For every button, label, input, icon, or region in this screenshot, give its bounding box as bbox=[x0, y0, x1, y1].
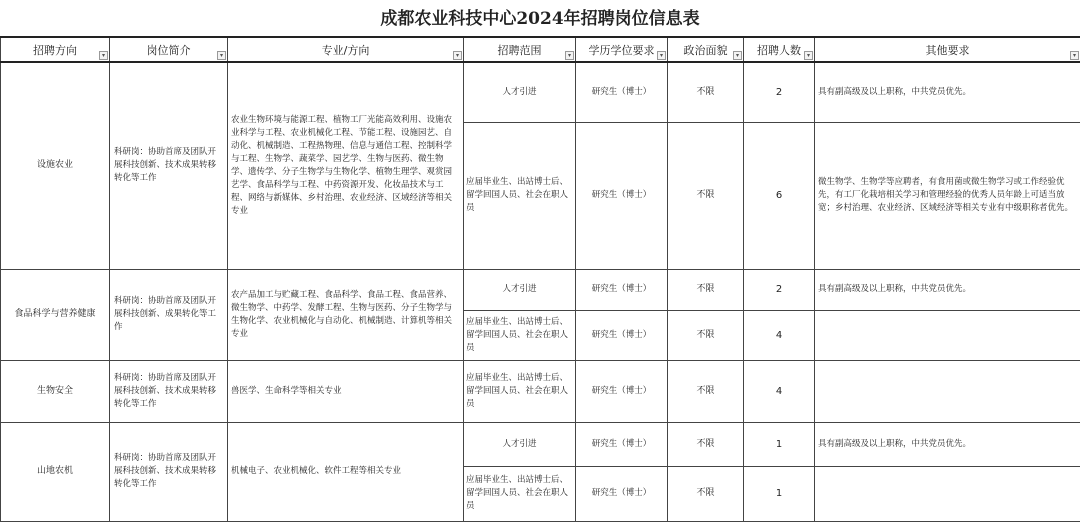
filter-dropdown-icon[interactable]: ▾ bbox=[1070, 51, 1079, 60]
direction-cell: 山地农机 bbox=[1, 422, 110, 521]
header-other[interactable]: 其他要求 ▾ bbox=[815, 37, 1080, 62]
major-cell: 机械电子、农业机械化、软件工程等相关专业 bbox=[228, 422, 464, 521]
table-row bbox=[1, 269, 1080, 310]
recruitment-table bbox=[0, 36, 1080, 522]
header-row bbox=[1, 37, 1080, 62]
filter-dropdown-icon[interactable]: ▾ bbox=[453, 51, 462, 60]
header-political[interactable]: 政治面貌 ▾ bbox=[668, 37, 744, 62]
intro-cell: 科研岗：协助首席及团队开展科技创新、技术成果转移转化等工作 bbox=[110, 62, 228, 269]
filter-dropdown-icon[interactable]: ▾ bbox=[657, 51, 666, 60]
edu-cell: 研究生（博士） bbox=[576, 62, 668, 122]
table-row bbox=[1, 422, 1080, 466]
scope-cell: 人才引进 bbox=[464, 62, 576, 122]
count-cell: 4 bbox=[744, 310, 815, 360]
other-cell bbox=[815, 310, 1080, 360]
other-cell: 具有副高级及以上职称，中共党员优先。 bbox=[815, 269, 1080, 310]
header-intro[interactable]: 岗位简介 ▾ bbox=[110, 37, 228, 62]
count-cell: 1 bbox=[744, 466, 815, 521]
direction-cell: 设施农业 bbox=[1, 62, 110, 269]
political-cell: 不限 bbox=[668, 310, 744, 360]
other-cell: 具有副高级及以上职称，中共党员优先。 bbox=[815, 62, 1080, 122]
header-major[interactable]: 专业/方向 ▾ bbox=[228, 37, 464, 62]
political-cell: 不限 bbox=[668, 62, 744, 122]
scope-cell: 应届毕业生、出站博士后、留学回国人员、社会在职人员 bbox=[464, 122, 576, 269]
intro-cell: 科研岗：协助首席及团队开展科技创新、技术成果转移转化等工作 bbox=[110, 422, 228, 521]
intro-cell: 科研岗：协助首席及团队开展科技创新、技术成果转移转化等工作 bbox=[110, 360, 228, 422]
scope-cell: 人才引进 bbox=[464, 422, 576, 466]
scope-cell: 人才引进 bbox=[464, 269, 576, 310]
filter-dropdown-icon[interactable]: ▾ bbox=[565, 51, 574, 60]
direction-cell: 食品科学与营养健康 bbox=[1, 269, 110, 360]
political-cell: 不限 bbox=[668, 122, 744, 269]
header-scope[interactable]: 招聘范围 ▾ bbox=[464, 37, 576, 62]
other-cell bbox=[815, 360, 1080, 422]
edu-cell: 研究生（博士） bbox=[576, 269, 668, 310]
edu-cell: 研究生（博士） bbox=[576, 360, 668, 422]
header-edu[interactable]: 学历学位要求 ▾ bbox=[576, 37, 668, 62]
direction-cell: 生物安全 bbox=[1, 360, 110, 422]
page-title: 成都农业科技中心2024年招聘岗位信息表 bbox=[0, 0, 1080, 36]
count-cell: 6 bbox=[744, 122, 815, 269]
count-cell: 4 bbox=[744, 360, 815, 422]
table-row bbox=[1, 360, 1080, 422]
political-cell: 不限 bbox=[668, 269, 744, 310]
filter-dropdown-icon[interactable]: ▾ bbox=[804, 51, 813, 60]
count-cell: 2 bbox=[744, 62, 815, 122]
major-cell: 农产品加工与贮藏工程、食品科学、食品工程、食品营养、微生物学、中药学、发酵工程、生物与医药、分子生物学与生物化学、农业机械化与自动化、机械制造、计算机等相关专业 bbox=[228, 269, 464, 360]
other-cell bbox=[815, 466, 1080, 521]
political-cell: 不限 bbox=[668, 360, 744, 422]
scope-cell: 应届毕业生、出站博士后、留学回国人员、社会在职人员 bbox=[464, 360, 576, 422]
scope-cell: 应届毕业生、出站博士后、留学回国人员、社会在职人员 bbox=[464, 466, 576, 521]
count-cell: 1 bbox=[744, 422, 815, 466]
filter-dropdown-icon[interactable]: ▾ bbox=[217, 51, 226, 60]
filter-dropdown-icon[interactable]: ▾ bbox=[99, 51, 108, 60]
other-cell: 微生物学、生物学等应聘者，有食用菌或微生物学习或工作经验优先，有工厂化栽培相关学习和管理经验的优秀人员年龄上可适当放宽；乡村治理、农业经济、区域经济等相关专业有中级职称者优先。 bbox=[815, 122, 1080, 269]
edu-cell: 研究生（博士） bbox=[576, 466, 668, 521]
edu-cell: 研究生（博士） bbox=[576, 310, 668, 360]
edu-cell: 研究生（博士） bbox=[576, 122, 668, 269]
major-cell: 农业生物环境与能源工程、植物工厂光能高效利用、设施农业科学与工程、农业机械化工程、节能工程、设施园艺、自动化、机械制造、工程热物理、信息与通信工程、控制科学与工程、生物学、蔬菜学、园艺学、生物与医药、微生物学、遗传学、分子生物学与生物化学、植物生理学、观赏园艺学、食品科学与工程、中药资源开发、化妆品技术与工程、网络与新媒体、乡村治理、农业经济、区域经济等相关专业 bbox=[228, 62, 464, 269]
other-cell: 具有副高级及以上职称，中共党员优先。 bbox=[815, 422, 1080, 466]
edu-cell: 研究生（博士） bbox=[576, 422, 668, 466]
filter-dropdown-icon[interactable]: ▾ bbox=[733, 51, 742, 60]
scope-cell: 应届毕业生、出站博士后、留学回国人员、社会在职人员 bbox=[464, 310, 576, 360]
header-count[interactable]: 招聘人数 ▾ bbox=[744, 37, 815, 62]
table-row bbox=[1, 62, 1080, 122]
political-cell: 不限 bbox=[668, 422, 744, 466]
count-cell: 2 bbox=[744, 269, 815, 310]
header-direction[interactable]: 招聘方向 ▾ bbox=[1, 37, 110, 62]
political-cell: 不限 bbox=[668, 466, 744, 521]
major-cell: 兽医学、生命科学等相关专业 bbox=[228, 360, 464, 422]
intro-cell: 科研岗：协助首席及团队开展科技创新、成果转化等工作 bbox=[110, 269, 228, 360]
